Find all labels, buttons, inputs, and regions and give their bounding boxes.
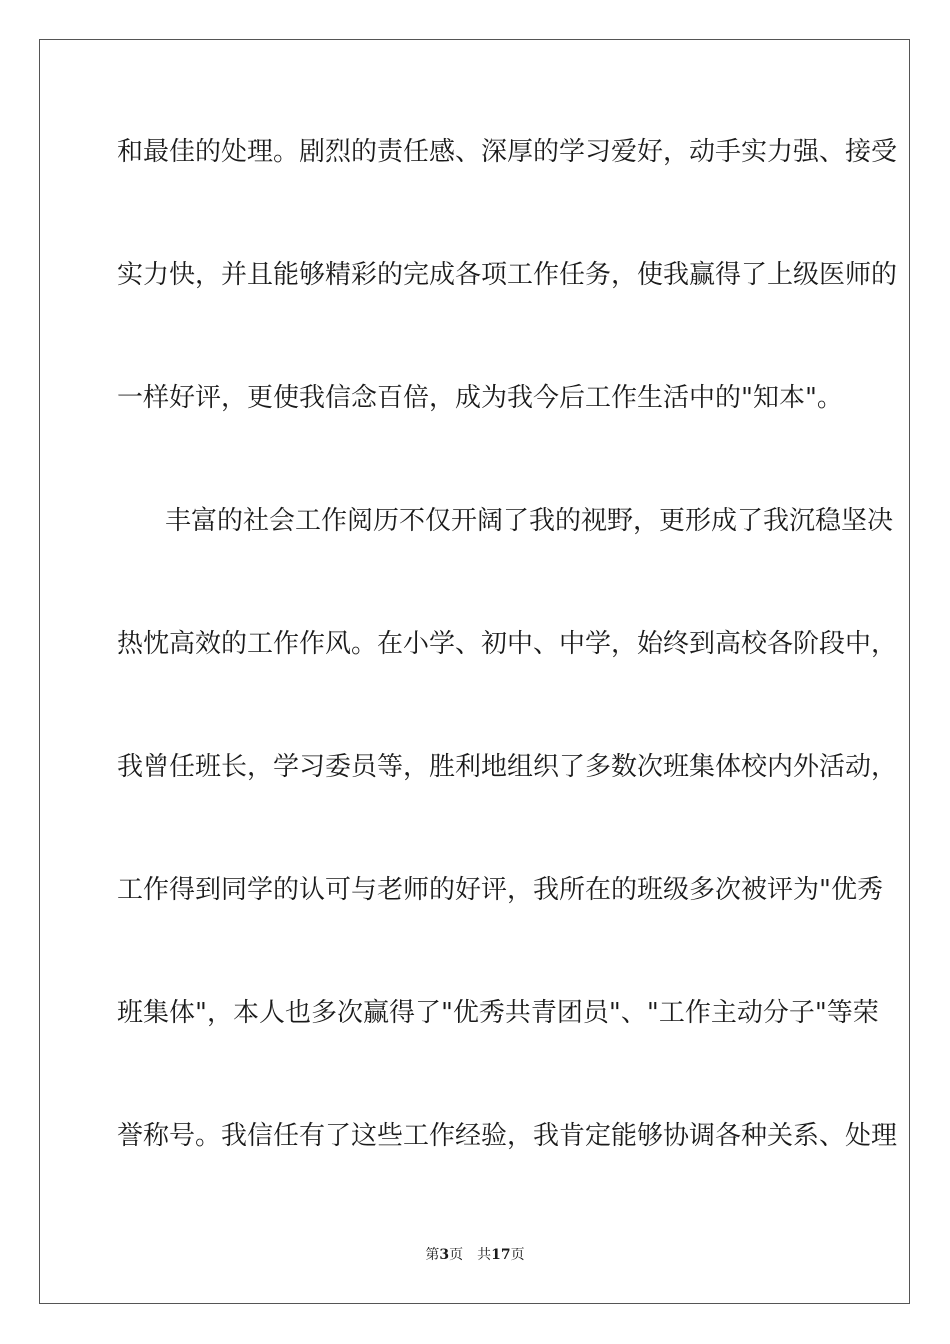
- paragraph-2-line-3: 我曾任班长，学习委员等，胜利地组织了多数次班集体校内外活动，: [117, 752, 898, 782]
- page-number: 3: [439, 1247, 450, 1263]
- paragraph-2-line-4: 工作得到同学的认可与老师的好评，我所在的班级多次被评为"优秀: [117, 875, 883, 905]
- paragraph-2-line-5: 班集体"，本人也多次赢得了"优秀共青团员"、"工作主动分子"等荣: [117, 998, 879, 1028]
- total-prefix: 共: [477, 1247, 492, 1263]
- body-text-line-1: 和最佳的处理。剧烈的责任感、深厚的学习爱好，动手实力强、接受: [117, 137, 898, 167]
- paragraph-2-line-1: 丰富的社会工作阅历不仅开阔了我的视野，更形成了我沉稳坚决: [165, 506, 894, 536]
- page-prefix: 第: [425, 1247, 440, 1263]
- paragraph-2-line-2: 热忱高效的工作作风。在小学、初中、中学，始终到高校各阶段中，: [117, 629, 898, 659]
- page-suffix: 页: [449, 1247, 464, 1263]
- paragraph-2-line-6: 誉称号。我信任有了这些工作经验，我肯定能够协调各种关系、处理: [117, 1121, 898, 1151]
- total-pages: 17: [491, 1247, 511, 1263]
- page-footer: [0, 1246, 950, 1264]
- body-text-line-3: 一样好评，更使我信念百倍，成为我今后工作生活中的"知本"。: [117, 383, 843, 413]
- body-text-line-2: 实力快，并且能够精彩的完成各项工作任务，使我赢得了上级医师的: [117, 260, 898, 290]
- total-suffix: 页: [510, 1247, 525, 1263]
- page-border: [39, 39, 910, 1304]
